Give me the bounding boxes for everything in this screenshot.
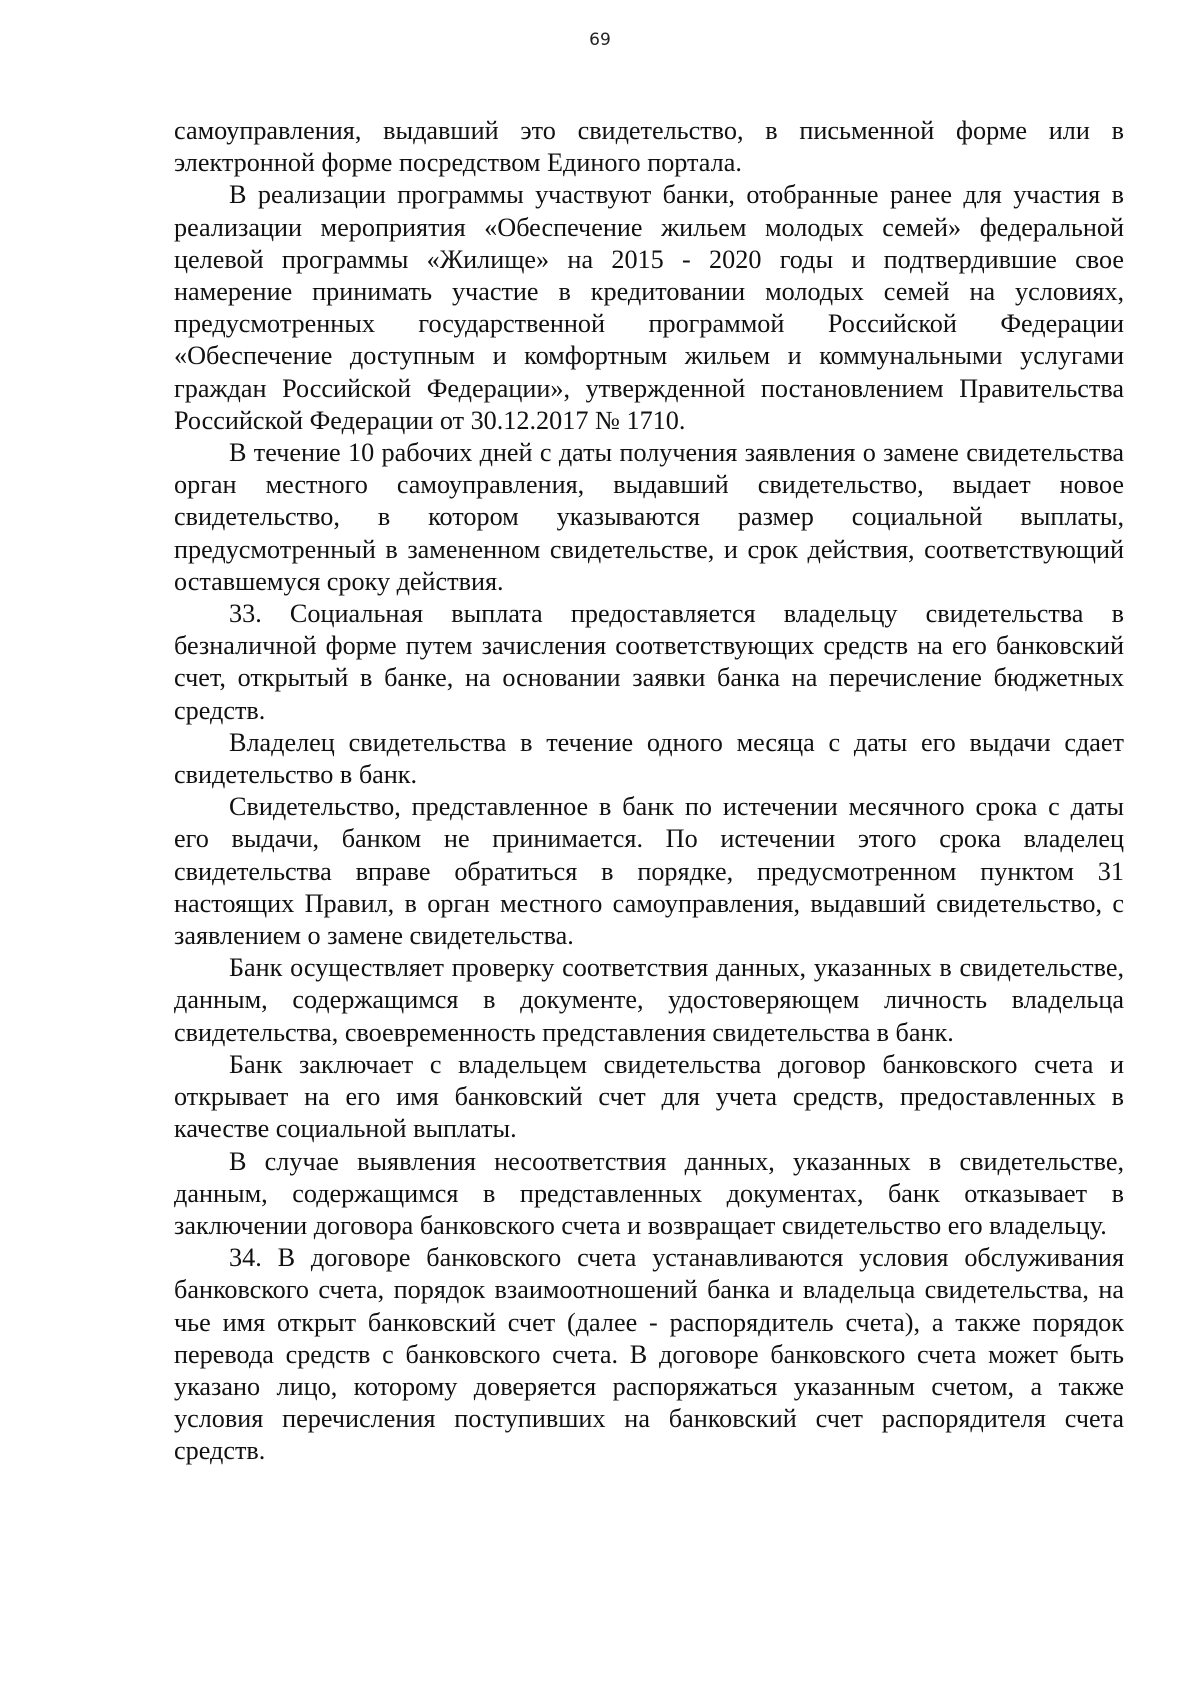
document-body <box>174 115 1124 1468</box>
paragraph-bank-account-agreement: Банк заключает с владельцем свидетельства договор банковского счета и открывает на его имя банковский счет для учета средств, предоставленных в качестве социальной выплаты. <box>174 1049 1124 1144</box>
page-number: 69 <box>589 30 611 50</box>
paragraph-34-account-conditions: 34. В договоре банковского счета устанавливаются условия обслуживания банковского счета, порядок взаимоотношений банка и владельца свидетельства, на чье имя открыт банковский счет (далее - распорядитель счета), а также порядок перевода средств с банковского счета. В договоре банковского счета может быть указано лицо, которому доверяется распоряжаться указанным счетом, а также условия перечисления поступивших на банковский счет распорядителя счета средств. <box>174 1243 1124 1466</box>
paragraph-bank-verification: Банк осуществляет проверку соответствия данных, указанных в свидетельстве, данным, содержащимся в документе, удостоверяющем личность владельца свидетельства, своевременность представления свидетельства в банк. <box>174 953 1124 1047</box>
paragraph-certificate-replacement: В течение 10 рабочих дней с даты получения заявления о замене свидетельства орган местного самоуправления, выдавший свидетельство, выдает новое свидетельство, в котором указываются размер социальной выплаты, предусмотренный в замененном свидетельстве, и срок действия, соответствующий оставшемуся сроку действия. <box>174 438 1124 596</box>
paragraph-expired-certificate: Свидетельство, представленное в банк по истечении месячного срока с даты его выдачи, банком не принимается. По истечении этого срока владелец свидетельства вправе обратиться в порядке, предусмотренном пунктом 31 настоящих Правил, в орган местного самоуправления, выдавший свидетельство, с заявлением о замене свидетельства. <box>174 792 1124 951</box>
paragraph-33-social-payment: 33. Социальная выплата предоставляется владельцу свидетельства в безналичной форме путем зачисления соответствующих средств на его банковский счет, открытый в банке, на основании заявки банка на перечисление бюджетных средств. <box>174 599 1124 725</box>
paragraph-participating-banks: В реализации программы участвуют банки, отобранные ранее для участия в реализации мероприятия «Обеспечение жильем молодых семей» федеральной целевой программы «Жилище» на 2015 - 2020 годы и подтвердившие свое намерение принимать участие в кредитовании молодых семей на условиях, предусмотренных государственной программой Российской Федерации «Обеспечение доступным и комфортным жильем и коммунальными услугами граждан Российской Федерации», утвержденной постановлением Правительства Российской Федерации от 30.12.2017 № 1710. <box>174 180 1124 435</box>
paragraph-data-mismatch: В случае выявления несоответствия данных, указанных в свидетельстве, данным, содержащимся в представленных документах, банк отказывает в заключении договора банковского счета и возвращает свидетельство его владельцу. <box>174 1146 1124 1240</box>
paragraph-continuation: самоуправления, выдавший это свидетельство, в письменной форме или в электронной форме посредством Единого портала. <box>174 116 1124 178</box>
paragraph-owner-submits-certificate: Владелец свидетельства в течение одного месяца с даты его выдачи сдает свидетельство в банк. <box>174 727 1124 790</box>
